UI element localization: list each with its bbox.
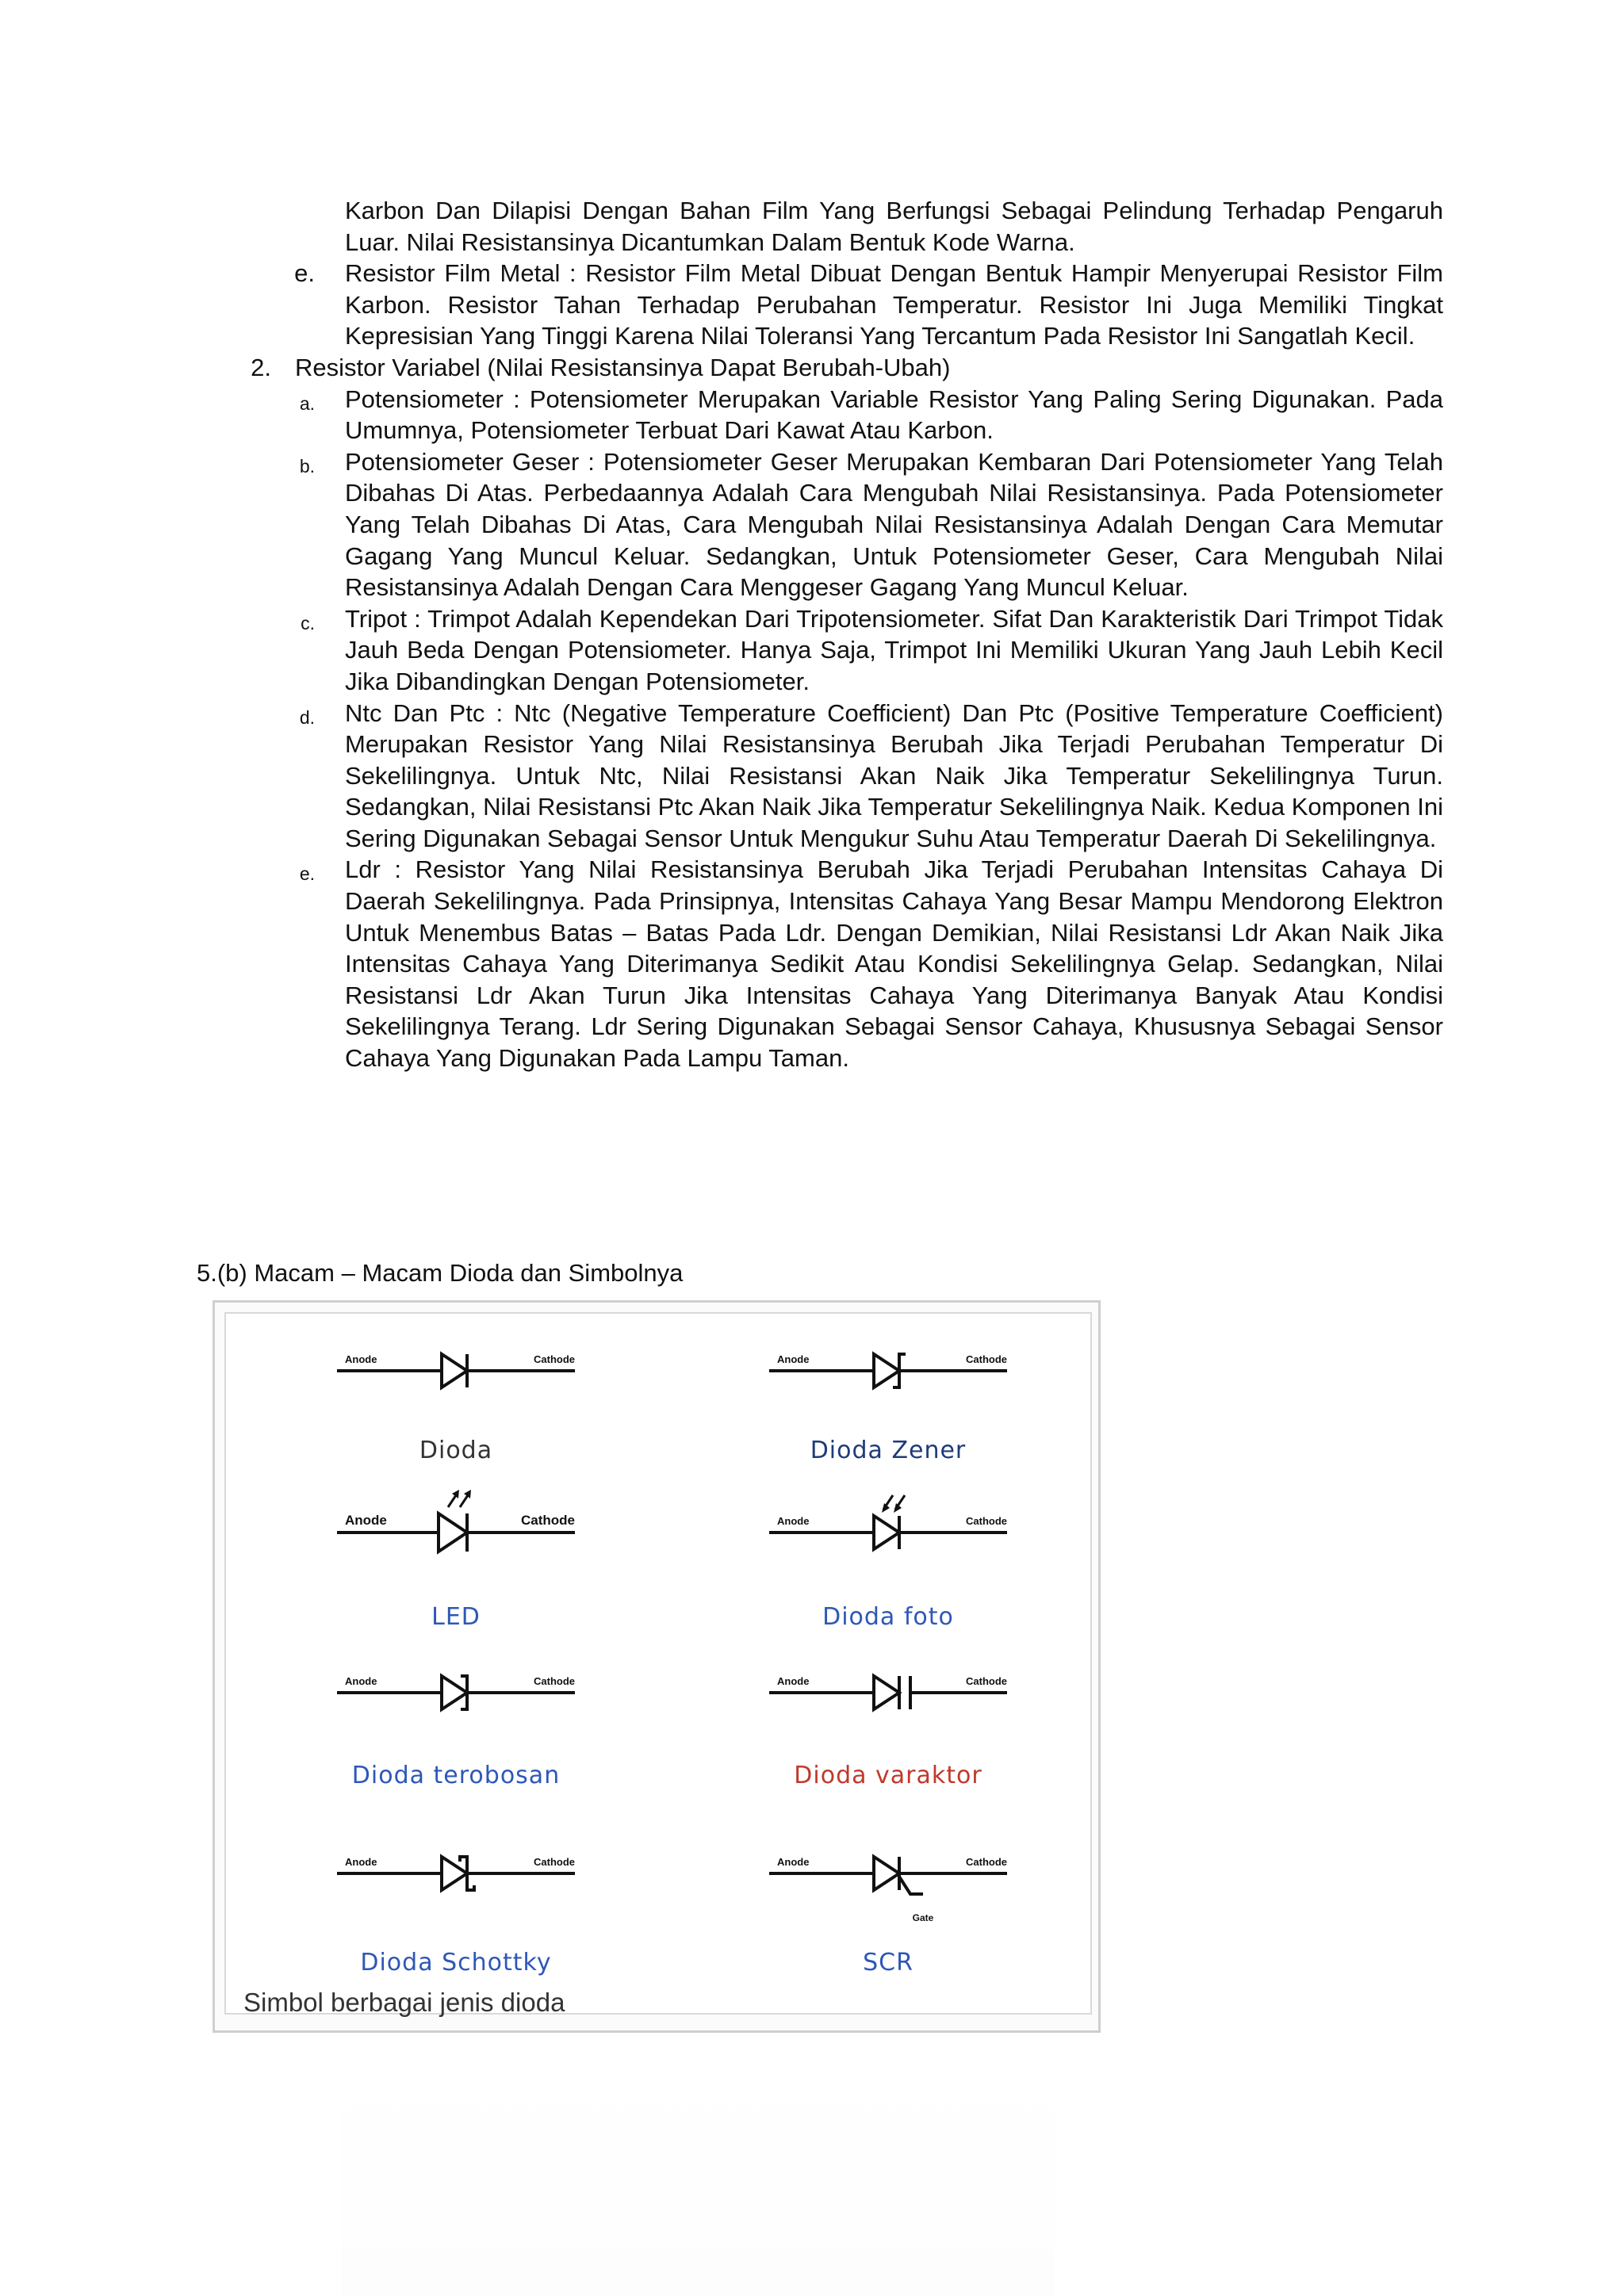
diode-triangle [874, 1516, 899, 1549]
diode-label: Dioda Zener [810, 1437, 967, 1464]
figure-frame [224, 1312, 1092, 2015]
diode-triangle [874, 1354, 899, 1387]
list-marker: a. [299, 392, 315, 414]
list-item-ntc-ptc [190, 698, 1443, 855]
diode-label: LED [431, 1603, 481, 1631]
tunnel-bar [461, 1676, 467, 1709]
cathode-label: Cathode [521, 1513, 575, 1528]
anode-label: Anode [345, 1675, 377, 1687]
continuation-paragraph: Karbon Dan Dilapisi Dengan Bahan Film Yang Berfungsi Sebagai Pelindung Terhadap Pengaruh Luar. Nilai Resistansinya Dicantumkan Dalam Bentuk Kode Warna. [345, 197, 1443, 256]
cathode-label: Cathode [966, 1353, 1007, 1365]
diode-symbol-varactor [769, 1675, 1007, 1789]
diode-symbol-zener [769, 1353, 1007, 1464]
list-item-text: Ntc Dan Ptc : Ntc (Negative Temperature Coefficient) Dan Ptc (Positive Temperature Coefficient) Merupakan Resistor Yang Nilai Resistansinya Berubah Jika Terjadi Perubahan Temperatur Di Sekelilingnya. Untuk Ntc, Nilai Resistansi Akan Naik Jika Temperatur Sekelilingnya Turun. Sedangkan, Nilai Resistansi Ptc Akan Naik Jika Temperatur Sekelilingnya Naik. Kedua Komponen Ini Sering Digunakan Sebagai Sensor Untuk Mengukur Suhu Atau Temperatur Daerah Di Sekelilingnya. [345, 698, 1443, 852]
cathode-label: Cathode [966, 1675, 1007, 1687]
cathode-label: Cathode [966, 1856, 1007, 1868]
cathode-label: Cathode [534, 1353, 575, 1365]
diode-label: Dioda foto [822, 1603, 954, 1631]
figure-caption: Simbol berbagai jenis dioda [243, 1988, 565, 2017]
diode-triangle [442, 1676, 467, 1709]
anode-label: Anode [777, 1856, 810, 1868]
diode-symbols-figure [213, 1300, 1101, 2033]
list-marker: 2. [251, 353, 271, 381]
diode-symbol-led [337, 1490, 575, 1631]
list-marker: d. [299, 706, 315, 728]
anode-label: Anode [345, 1353, 377, 1365]
diode-symbol-photo [769, 1495, 1007, 1631]
diode-triangle [442, 1354, 467, 1387]
anode-label: Anode [345, 1856, 377, 1868]
list-item-film-metal [190, 258, 1443, 352]
anode-label: Anode [345, 1513, 387, 1528]
list-item-resistor-variabel [190, 352, 1443, 384]
arrow-head [882, 1503, 890, 1513]
anode-label: Anode [777, 1353, 810, 1365]
diode-triangle [874, 1676, 899, 1709]
diode-label: Dioda varaktor [794, 1762, 982, 1789]
diode-triangle [874, 1857, 899, 1890]
gate-label: Gate [912, 1912, 934, 1923]
page-background-strip [341, 2061, 1055, 2296]
diode-symbol-plain [337, 1353, 575, 1464]
diode-triangle [442, 1857, 467, 1890]
list-item-ldr [190, 854, 1443, 1073]
list-item-text: Potensiometer : Potensiometer Merupakan Variable Resistor Yang Paling Sering Digunakan. Pada Umumnya, Potensiometer Terbuat Dari Kawat Atau Karbon. [345, 385, 1443, 445]
diode-label: Dioda Schottky [360, 1949, 552, 1976]
list-marker: b. [299, 455, 315, 476]
gate-lead [899, 1877, 923, 1894]
diode-symbol-scr [769, 1856, 1007, 1976]
list-item-text: Ldr : Resistor Yang Nilai Resistansinya Berubah Jika Terjadi Perubahan Intensitas Cahaya Di Daerah Sekelilingnya. Pada Prinsipnya, Intensitas Cahaya Yang Besar Mampu Mendorong Elektron Untuk Menembus Batas – Batas Pada Ldr. Dengan Demikian, Nilai Resistansi Ldr Akan Naik Jika Intensitas Cahaya Yang Diterimanya Sedikit Atau Kondisi Sekelilingnya Gelap. Sedangkan, Nilai Resistansi Ldr Akan Turun Jika Intensitas Cahaya Yang Diterimanya Banyak Atau Kondisi Sekelilingnya Terang. Ldr Sering Digunakan Sebagai Sensor Cahaya, Khususnya Sebagai Sensor Cahaya Yang Digunakan Pada Lampu Taman. [345, 855, 1443, 1073]
list-marker: e. [294, 259, 315, 288]
diode-label: Dioda terobosan [351, 1762, 561, 1789]
list-item-text: Resistor Film Metal : Resistor Film Metal Dibuat Dengan Bentuk Hampir Menyerupai Resistor Film Karbon. Resistor Tahan Terhadap Perubahan Temperatur. Resistor Ini Juga Memiliki Tingkat Kepresisian Yang Tinggi Karena Nilai Toleransi Yang Tercantum Pada Resistor Ini Sangatlah Kecil. [345, 259, 1443, 350]
diode-symbols-diagram [226, 1314, 1090, 2013]
diode-triangle [439, 1513, 467, 1552]
list-item-text: Tripot : Trimpot Adalah Kependekan Dari Tripotensiometer. Sifat Dan Karakteristik Dari Trimpot Tidak Jauh Beda Dengan Potensiometer. Hanya Saja, Trimpot Ini Memiliki Ukuran Yang Jauh Lebih Kecil Jika Dibandingkan Dengan Potensiometer. [345, 604, 1443, 695]
cathode-label: Cathode [534, 1856, 575, 1868]
resistor-text [190, 195, 1443, 1074]
section-heading: 5.(b) Macam – Macam Dioda dan Simbolnya [197, 1259, 684, 1287]
list-item-potensiometer-geser [190, 446, 1443, 603]
list-item-tripot [190, 603, 1443, 698]
cathode-label: Cathode [534, 1675, 575, 1687]
list-item-text: Resistor Variabel (Nilai Resistansinya Dapat Berubah-Ubah) [295, 353, 951, 381]
cathode-label: Cathode [966, 1515, 1007, 1527]
list-marker: e. [299, 863, 315, 885]
diode-symbol-tunnel [337, 1675, 575, 1789]
diode-label: SCR [863, 1949, 914, 1976]
anode-label: Anode [777, 1675, 810, 1687]
diode-label: Dioda [419, 1437, 493, 1464]
anode-label: Anode [777, 1515, 810, 1527]
list-item-text: Potensiometer Geser : Potensiometer Geser Merupakan Kembaran Dari Potensiometer Yang Telah Dibahas Di Atas. Perbedaannya Adalah Cara Mengubah Nilai Resistansinya. Pada Potensiometer Yang Telah Dibahas Di Atas, Cara Mengubah Nilai Resistansinya Adalah Dengan Cara Memutar Gagang Yang Muncul Keluar. Sedangkan, Untuk Potensiometer Geser, Cara Mengubah Nilai Resistansinya Adalah Dengan Cara Menggeser Gagang Yang Muncul Keluar. [345, 447, 1443, 602]
diode-symbol-schottky [337, 1856, 575, 1976]
arrow-head [894, 1503, 902, 1513]
list-marker: c. [301, 612, 315, 633]
list-item-potensiometer [190, 384, 1443, 446]
